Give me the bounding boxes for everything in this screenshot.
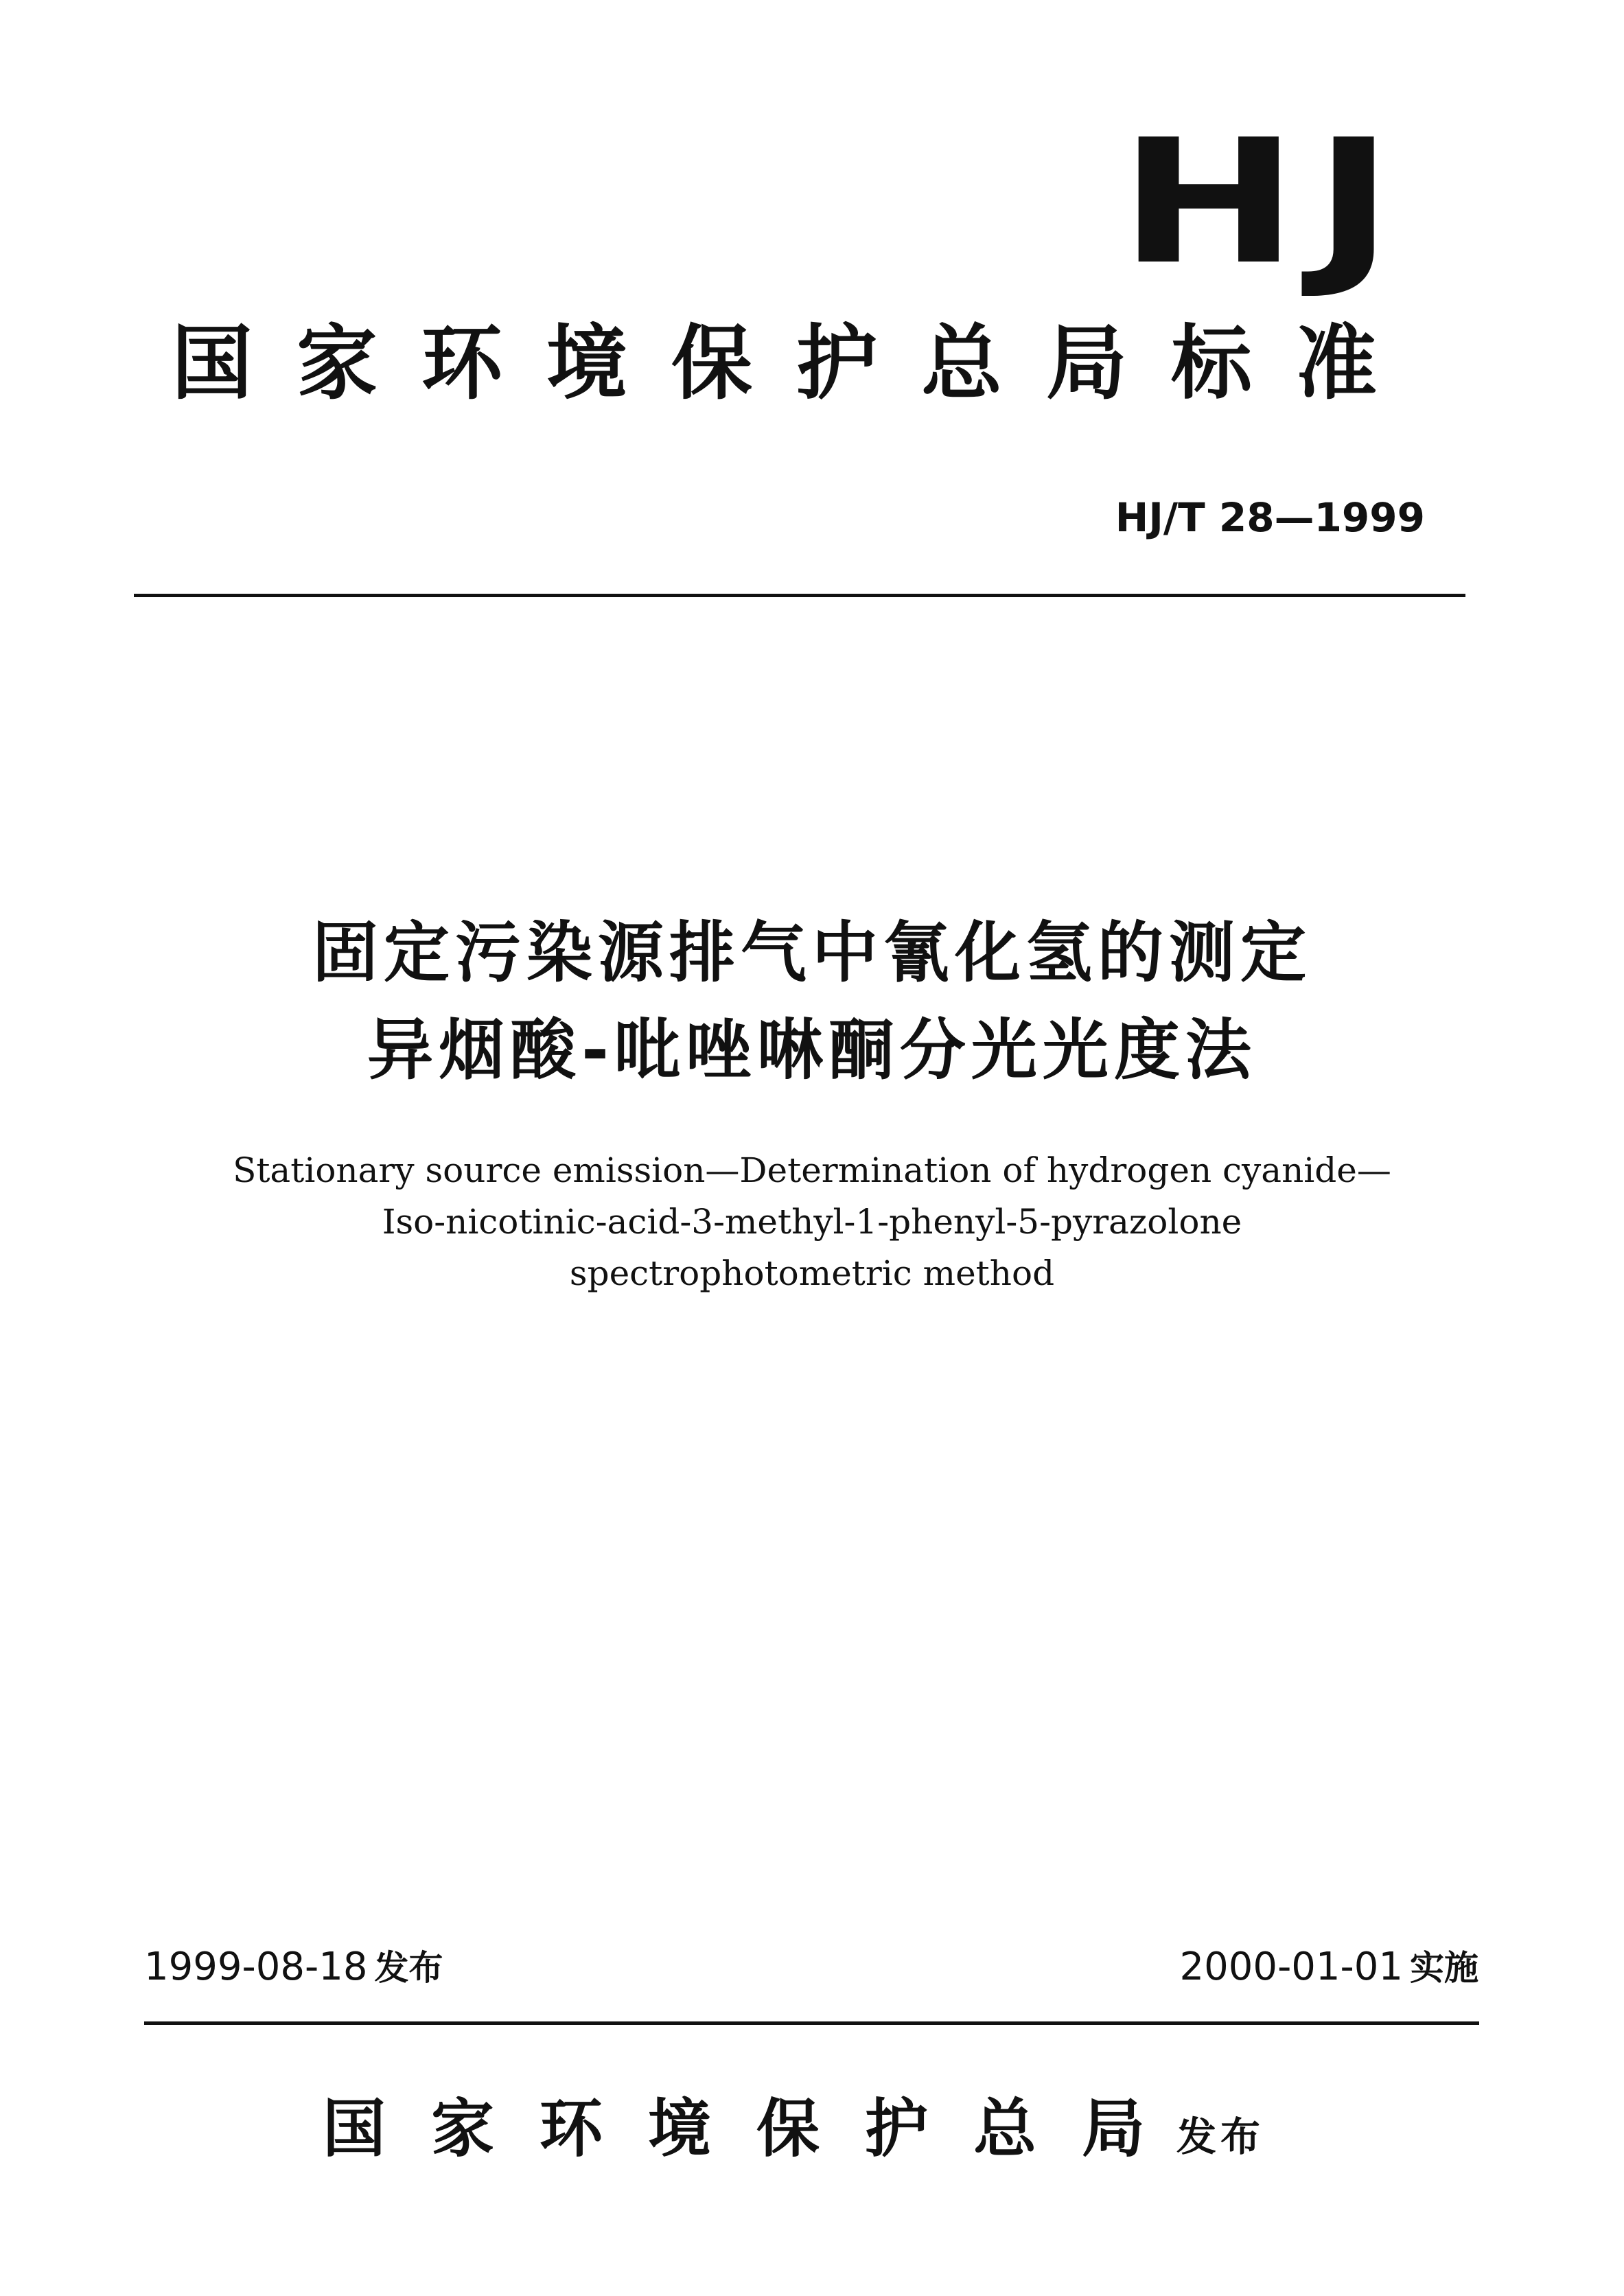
publisher-label: 发布 [1176,2113,1265,2160]
standard-code: HJ/T 28—1999 [1115,494,1425,541]
publisher-name: 国家环境保护总局 [323,2091,1191,2166]
bureau-standard-heading: 国家环境保护总局标准 [172,315,1422,410]
effective-date-value: 2000-01-01 [1179,1945,1403,1989]
top-divider [134,594,1465,597]
issue-date-value: 1999-08-18 [144,1945,368,1989]
title-en-line-3: spectrophotometric method [569,1253,1055,1293]
title-zh-line-1: 固定污染源排气中氰化氢的测定 [312,914,1312,991]
bottom-divider [144,2021,1479,2025]
hj-logo: HJ [1119,102,1409,302]
effective-date-label: 实施 [1410,1948,1478,1988]
title-zh-line-2: 异烟酸-吡唑啉酮分光光度法 [367,1012,1257,1089]
title-en-line-1: Stationary source emission—Determination of hydrogen cyanide— [233,1150,1391,1190]
title-en-line-2: Iso-nicotinic-acid-3-methyl-1-phenyl-5-pyrazolone [382,1202,1242,1242]
publisher [323,2091,1265,2166]
issue-date-label: 发布 [374,1948,443,1988]
issue-date [144,1945,443,1989]
effective-date [1179,1945,1478,1989]
